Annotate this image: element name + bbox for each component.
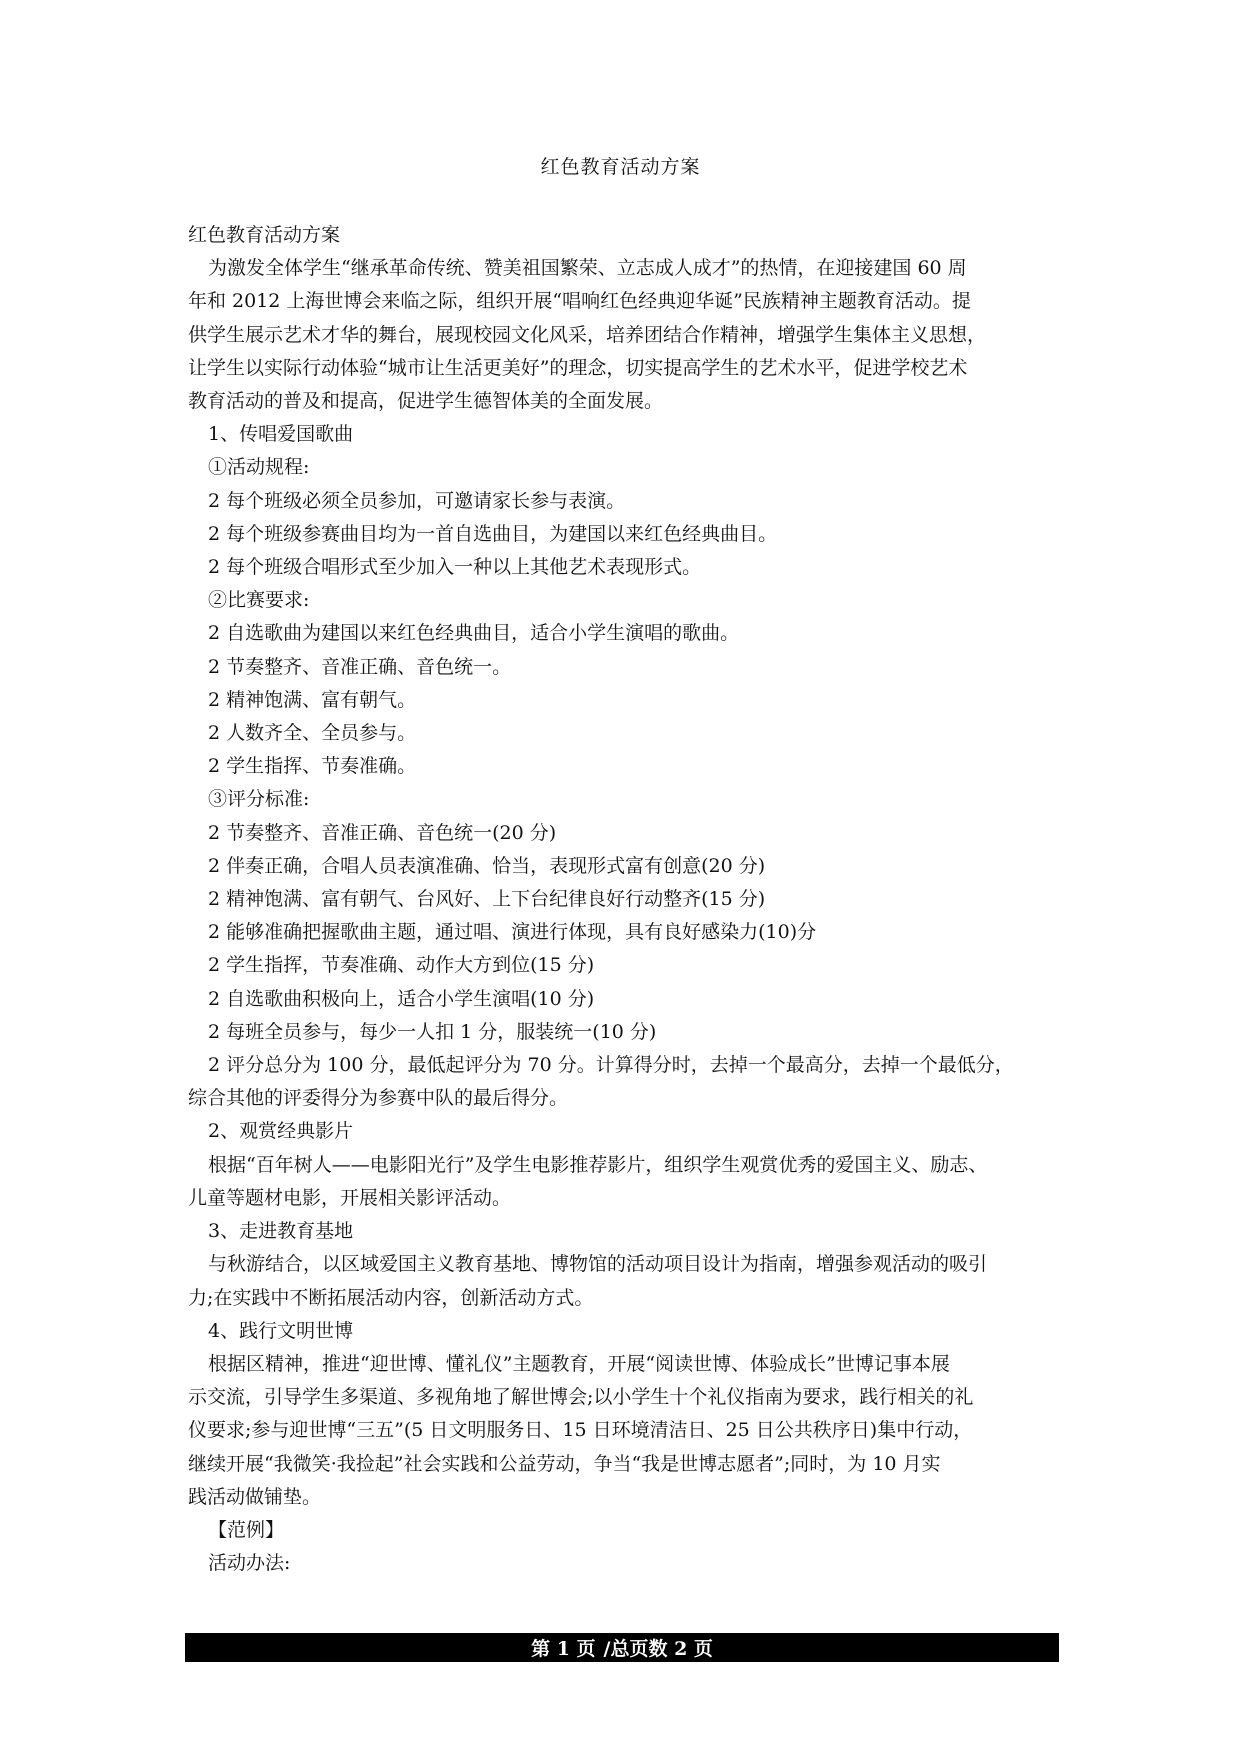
list-item: 2 精神饱满、富有朝气、台风好、上下台纪律良好行动整齐(15 分) bbox=[208, 888, 766, 911]
list-item: 2 自选歌曲为建国以来红色经典曲目，适合小学生演唱的歌曲。 bbox=[208, 622, 740, 645]
paragraph-line: 示交流，引导学生多渠道、多视角地了解世博会;以小学生十个礼仪指南为要求，践行相关的礼 bbox=[188, 1386, 974, 1409]
example-heading: 【范例】 bbox=[208, 1518, 285, 1541]
page-footer bbox=[185, 1633, 1059, 1662]
section-heading: 2、观赏经典影片 bbox=[208, 1120, 354, 1143]
page-total: /总页数 2 页 bbox=[603, 1638, 713, 1660]
section-heading: 4、践行文明世博 bbox=[208, 1319, 354, 1342]
list-item: 2 能够准确把握歌曲主题，通过唱、演进行体现，具有良好感染力(10)分 bbox=[208, 921, 817, 944]
intro-line: 年和 2012 上海世博会来临之际，组织开展“唱响红色经典迎华诞”民族精神主题教育活动。提 bbox=[188, 290, 971, 313]
section-heading: 1、传唱爱国歌曲 bbox=[208, 423, 354, 446]
subsection-heading: ②比赛要求: bbox=[208, 589, 310, 612]
list-item: 2 节奏整齐、音准正确、音色统一(20 分) bbox=[208, 821, 557, 844]
list-item: 2 伴奏正确，合唱人员表演准确、恰当，表现形式富有创意(20 分) bbox=[208, 854, 766, 877]
list-item: 2 人数齐全、全员参与。 bbox=[208, 722, 417, 745]
list-item: 2 每个班级合唱形式至少加入一种以上其他艺术表现形式。 bbox=[208, 556, 702, 579]
paragraph-line: 继续开展“我微笑·我捡起”社会实践和公益劳动，争当“我是世博志愿者”;同时，为 10 月实 bbox=[188, 1452, 941, 1475]
list-item: 2 每班全员参与，每少一人扣 1 分，服装统一(10 分) bbox=[208, 1020, 657, 1043]
paragraph-line: 根据“百年树人——电影阳光行”及学生电影推荐影片，组织学生观赏优秀的爱国主义、励志、 bbox=[208, 1153, 988, 1176]
list-item: 2 评分总分为 100 分，最低起评分为 70 分。计算得分时，去掉一个最高分，去掉一个最低分， bbox=[208, 1054, 1014, 1077]
section-heading: 3、走进教育基地 bbox=[208, 1220, 354, 1243]
intro-line: 教育活动的普及和提高，促进学生德智体美的全面发展。 bbox=[188, 390, 664, 413]
subsection-heading: ①活动规程: bbox=[208, 456, 310, 479]
paragraph-line: 与秋游结合，以区域爱国主义教育基地、博物馆的活动项目设计为指南，增强参观活动的吸引 bbox=[208, 1253, 988, 1276]
list-item: 2 每个班级参赛曲目均为一首自选曲目，为建国以来红色经典曲目。 bbox=[208, 522, 778, 545]
paragraph-line: 根据区精神，推进“迎世博、懂礼仪”主题教育，开展“阅读世博、体验成长”世博记事本展 bbox=[208, 1352, 950, 1375]
intro-line: 让学生以实际行动体验“城市让生活更美好”的理念，切实提高学生的艺术水平，促进学校艺术 bbox=[188, 356, 968, 379]
document-body bbox=[188, 219, 1058, 1580]
subsection-heading: ③评分标准: bbox=[208, 788, 310, 811]
list-item-continuation: 综合其他的评委得分为参赛中队的最后得分。 bbox=[188, 1087, 569, 1110]
list-item: 2 每个班级必须全员参加，可邀请家长参与表演。 bbox=[208, 489, 626, 512]
intro-line: 为激发全体学生“继承革命传统、赞美祖国繁荣、立志成人成才”的热情，在迎接建国 60 周 bbox=[208, 257, 967, 280]
list-item: 2 自选歌曲积极向上，适合小学生演唱(10 分) bbox=[208, 987, 595, 1010]
subtitle: 红色教育活动方案 bbox=[188, 224, 341, 246]
list-item: 2 学生指挥、节奏准确。 bbox=[208, 755, 417, 778]
paragraph-line: 仪要求;参与迎世博“三五”(5 日文明服务日、15 日环境清洁日、25 日公共秩序日)集中行动， bbox=[188, 1419, 973, 1442]
intro-line: 供学生展示艺术才华的舞台，展现校园文化风采，培养团结合作精神，增强学生集体主义思想， bbox=[188, 323, 987, 346]
paragraph-line: 力;在实践中不断拓展活动内容，创新活动方式。 bbox=[188, 1286, 594, 1309]
page-number: 第 1 页 bbox=[531, 1638, 596, 1660]
list-item: 2 节奏整齐、音准正确、音色统一。 bbox=[208, 655, 512, 678]
paragraph-line: 践活动做铺垫。 bbox=[188, 1485, 322, 1508]
list-item: 2 学生指挥，节奏准确、动作大方到位(15 分) bbox=[208, 954, 595, 977]
paragraph-line: 儿童等题材电影，开展相关影评活动。 bbox=[188, 1186, 512, 1209]
method-heading: 活动办法: bbox=[208, 1552, 291, 1575]
list-item: 2 精神饱满、富有朝气。 bbox=[208, 688, 417, 711]
document-title: 红色教育活动方案 bbox=[540, 156, 701, 178]
